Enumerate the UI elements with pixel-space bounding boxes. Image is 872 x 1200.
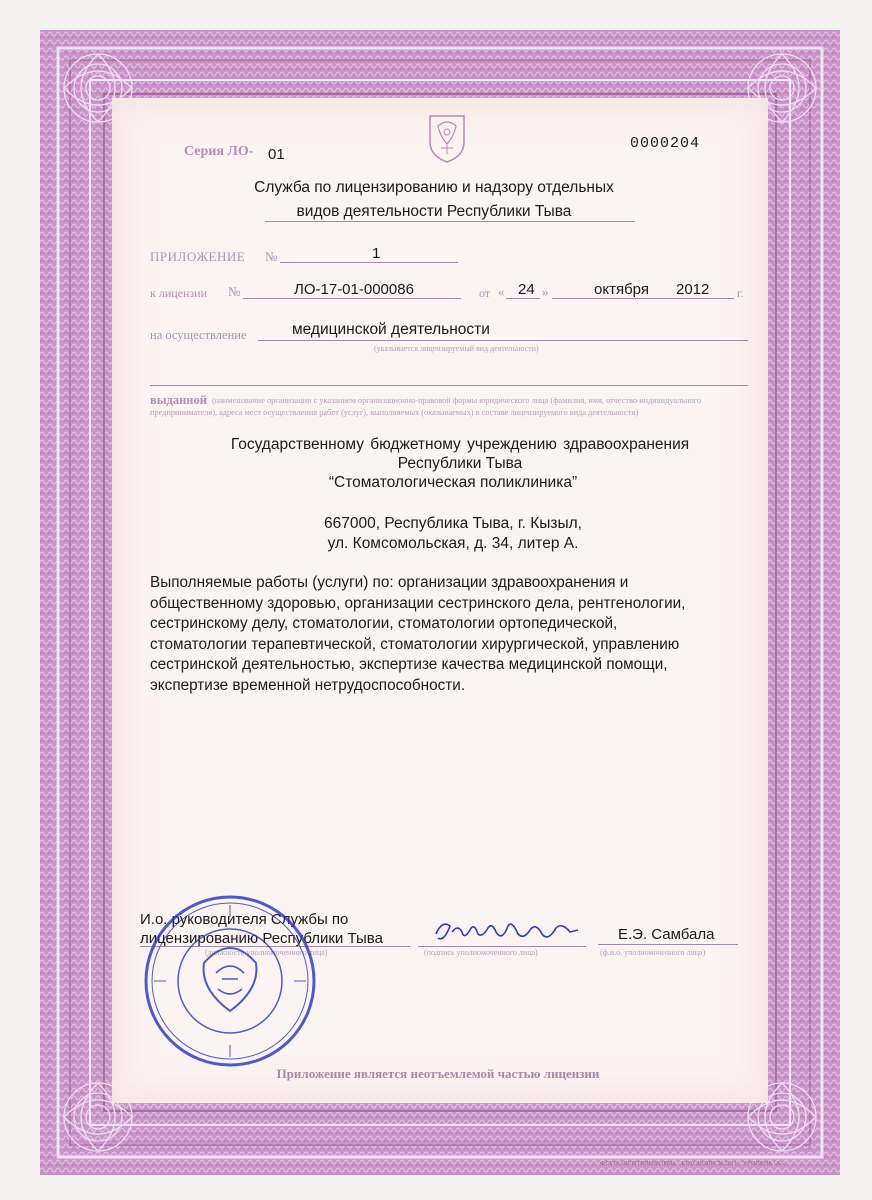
issued-hint: (наименование организации с указанием организационно-правовой формы юридического лица (фамилия, имя, отчество индивидуального предпринимателя), адреса мест осуществления работ (услуг), выполняемых (оказываемых) в составе лицензируемого вида деятельности)	[150, 396, 701, 417]
date-from-label: от	[479, 286, 491, 300]
quote-close: »	[542, 284, 549, 299]
license-number-underline	[243, 298, 461, 299]
works-line: сестринской деятельностью, экспертизе качества медицинской помощи,	[150, 656, 668, 674]
org-name-line1: Государственному бюджетному учреждению здравоохранения	[230, 436, 690, 453]
org-address-line2: ул. Комсомольская, д. 34, литер А.	[327, 535, 579, 552]
day-underline	[506, 298, 540, 299]
signature-hint: (подпись уполномоченного лица)	[424, 948, 538, 957]
official-stamp-icon	[142, 893, 318, 1069]
blank-underline	[150, 385, 748, 386]
activity-hint: (указывается лицензируемый вид деятельности)	[374, 344, 539, 353]
position-hint: (должность уполномоченного лица)	[205, 948, 328, 957]
authority-name-line2: видов деятельности Республики Тыва	[296, 203, 572, 220]
org-name-line2: Республики Тыва	[397, 455, 523, 472]
appendix-no-sign: №	[265, 249, 278, 264]
activity-value: медицинской деятельности	[292, 321, 490, 338]
works-line: стоматологии терапевтической, стоматологии хирургической, управлению	[150, 635, 680, 653]
issued-label: выданной	[150, 393, 207, 407]
quote-open: «	[498, 284, 505, 299]
handwritten-signature	[432, 916, 582, 950]
activity-underline	[258, 340, 748, 341]
signer-name: Е.Э. Самбала	[618, 926, 715, 943]
appendix-number: 1	[372, 245, 381, 262]
org-address-line1: 667000, Республика Тыва, г. Кызыл,	[324, 515, 582, 532]
activity-label: на осуществление	[150, 328, 247, 342]
license-month: октября	[594, 281, 649, 298]
signer-position-line2: лицензированию Республики Тыва	[140, 930, 383, 947]
series-value: 01	[268, 146, 285, 163]
name-underline	[598, 944, 738, 945]
license-day: 24	[518, 281, 535, 298]
appendix-underline	[280, 262, 458, 263]
month-year-underline	[552, 298, 734, 299]
authority-name-line1: Служба по лицензированию и надзору отдельных	[254, 179, 614, 196]
license-number: ЛО-17-01-000086	[294, 281, 414, 298]
works-line: Выполняемые работы (услуги) по: организации здравоохранения и	[150, 574, 629, 591]
signature-underline	[418, 946, 586, 947]
works-paragraph	[150, 573, 754, 697]
signer-position-line1: И.о. руководителя Службы по	[140, 911, 349, 928]
series-label: Серия ЛО-	[184, 144, 254, 159]
coat-of-arms-icon	[426, 112, 468, 164]
works-line: сестринскому делу, стоматологии, стоматологии ортопедической,	[150, 615, 618, 633]
appendix-label: ПРИЛОЖЕНИЕ	[150, 249, 246, 264]
printer-imprint: ФГУП «ЦЕНТРИНФОРМ» · КРАСНОЯРСК 2011 · УРОВЕНЬ «Б»	[600, 1160, 785, 1167]
year-suffix: г.	[737, 286, 744, 300]
authority-underline	[265, 221, 635, 222]
footer-note: Приложение является неотъемлемой частью лицензии	[276, 1066, 600, 1081]
name-hint: (ф.и.о. уполномоченного лица)	[600, 948, 706, 957]
org-name-line3: “Стоматологическая поликлиника”	[328, 474, 578, 491]
license-year: 2012	[676, 281, 710, 298]
works-line: общественному здоровью, организации сестринского дела, рентгенологии,	[150, 594, 686, 612]
works-line: экспертизе временной нетрудоспособности.	[150, 676, 466, 694]
license-label: к лицензии	[150, 286, 207, 300]
form-number: 0000204	[630, 135, 701, 152]
license-no-sign: №	[228, 284, 241, 299]
